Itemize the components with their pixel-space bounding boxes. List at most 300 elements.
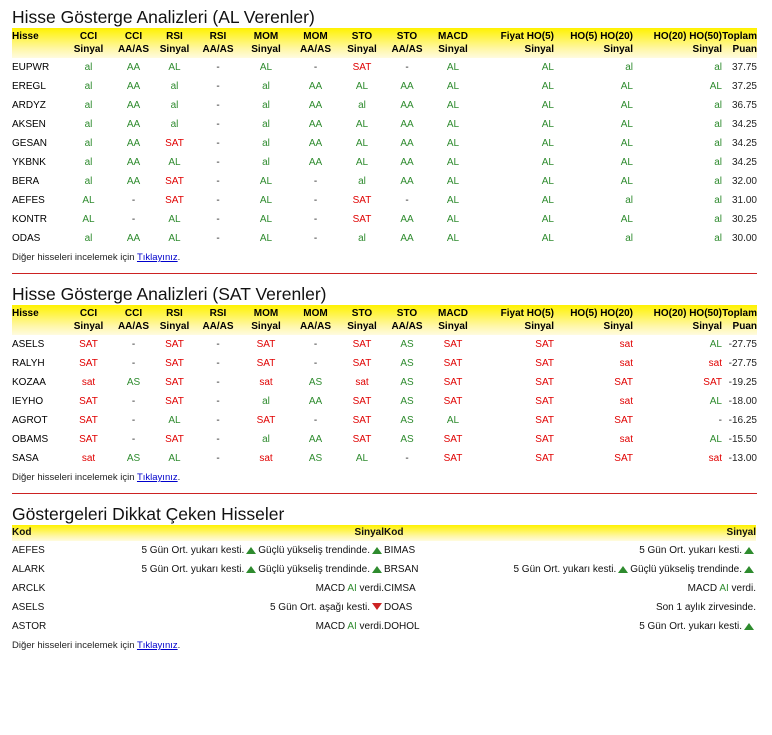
table-row[interactable] — [12, 392, 757, 411]
signal-cell: SAT — [352, 396, 372, 407]
al-more-link-row — [12, 251, 760, 265]
column-header-line2: Sinyal — [159, 321, 190, 332]
signal-cell: AL — [168, 415, 181, 426]
signal-cell: SAT — [165, 138, 184, 149]
signal-cell: AS — [400, 396, 414, 407]
more-link[interactable]: Tıklayınız — [136, 472, 178, 483]
column-header-line1: RSI — [166, 31, 183, 42]
signal-cell: al — [84, 176, 93, 187]
notable-row[interactable] — [384, 617, 756, 636]
signal-cell: AL — [259, 233, 273, 244]
signal-cell: AL — [82, 214, 95, 225]
signal-cell: - — [313, 358, 318, 369]
table-row[interactable] — [12, 210, 757, 229]
signal-cell: AS — [400, 339, 414, 350]
column-header-line2: AA/AS — [202, 44, 234, 55]
signal-cell: al — [84, 62, 93, 73]
signal-cell: AL — [541, 119, 554, 130]
column-header — [633, 305, 722, 335]
signal-cell: - — [131, 339, 136, 350]
column-header — [291, 28, 340, 58]
column-header — [722, 305, 757, 335]
signal-cell: SAT — [443, 358, 463, 369]
signal-cell: - — [313, 339, 318, 350]
signal-text — [688, 579, 756, 598]
signal-cell: AA — [126, 176, 141, 187]
column-header — [195, 28, 241, 58]
column-header-line1: STO — [396, 308, 418, 319]
signal-cell: AS — [400, 358, 414, 369]
table-row[interactable] — [12, 172, 757, 191]
signal-cell: - — [216, 157, 220, 168]
signal-cell: AL — [446, 195, 460, 206]
signal-cell: - — [216, 195, 220, 206]
column-header-line2: Sinyal — [692, 321, 722, 332]
stock-code[interactable]: YKBNK — [12, 157, 46, 168]
notable-more-link-row — [12, 639, 760, 653]
stock-code[interactable]: ARCLK — [12, 583, 46, 594]
signal-cell: AA — [308, 81, 323, 92]
stock-code[interactable]: AKSEN — [12, 119, 46, 130]
column-header-line1: MOM — [253, 308, 279, 319]
notable-header — [384, 525, 756, 541]
stock-code[interactable]: ASTOR — [12, 621, 47, 632]
total-score: -27.75 — [728, 358, 757, 369]
signal-cell: AL — [620, 176, 633, 187]
more-suffix: . — [177, 640, 181, 651]
column-header — [154, 305, 195, 335]
stock-code[interactable]: KOZAA — [12, 377, 46, 388]
stock-code[interactable]: GESAN — [12, 138, 48, 149]
signal-cell: SAT — [79, 415, 98, 426]
signal-cell: al — [170, 100, 179, 111]
column-header-line2: AA/AS — [202, 321, 234, 332]
stock-code[interactable]: ALARK — [12, 564, 45, 575]
sat-indicator-table — [12, 305, 757, 468]
more-link[interactable]: Tıklayınız — [136, 640, 178, 651]
column-header-line1: MACD — [438, 308, 468, 319]
column-header — [195, 305, 241, 335]
column-header-line2: AA/AS — [117, 321, 150, 332]
signal-cell: al — [358, 176, 366, 187]
column-header-line2: AA/AS — [391, 44, 423, 55]
column-header-line2: AA/AS — [299, 321, 332, 332]
total-score: 36.75 — [731, 100, 757, 111]
column-header — [291, 305, 340, 335]
signal-cell: AL — [541, 81, 554, 92]
signal-cell: - — [216, 415, 220, 426]
column-header-line2: Sinyal — [251, 44, 281, 55]
signal-cell: al — [262, 396, 270, 407]
signal-cell: - — [131, 195, 136, 206]
signal-text — [639, 617, 756, 636]
table-header-row — [12, 305, 757, 335]
total-score: 34.25 — [731, 119, 757, 130]
signal-cell: SAT — [165, 195, 184, 206]
notable-row[interactable] — [384, 560, 756, 579]
signal-cell: AL — [709, 81, 722, 92]
signal-cell: al — [358, 233, 366, 244]
signal-cell: SAT — [79, 339, 98, 350]
table-row[interactable] — [12, 115, 757, 134]
column-header-line2: Sinyal — [73, 321, 104, 332]
column-header — [241, 28, 291, 58]
signal-cell: - — [313, 62, 318, 73]
signal-cell: SAT — [165, 377, 184, 388]
table-row[interactable] — [12, 449, 757, 468]
column-header-line1: Fiyat HO(5) — [500, 308, 554, 319]
column-header-line2: AA/AS — [299, 44, 332, 55]
stock-code[interactable]: AEFES — [12, 195, 45, 206]
signal-cell: AL — [446, 233, 460, 244]
stock-code[interactable]: ARDYZ — [12, 100, 46, 111]
signal-cell: al — [714, 62, 722, 73]
signal-cell: - — [216, 233, 220, 244]
stock-code[interactable]: RALYH — [12, 358, 45, 369]
total-score: -15.50 — [728, 434, 757, 445]
column-header — [384, 28, 430, 58]
stock-code[interactable]: BRSAN — [384, 564, 419, 575]
signal-cell: AL — [168, 62, 181, 73]
signal-cell: sat — [355, 377, 369, 388]
signal-cell: AL — [259, 214, 273, 225]
signal-cell: SAT — [352, 214, 372, 225]
total-score: -13.00 — [728, 453, 757, 464]
al-indicator-table — [12, 28, 757, 248]
signal-cell: AL — [541, 195, 554, 206]
signal-cell: AL — [446, 214, 460, 225]
signal-cell: AL — [541, 157, 554, 168]
column-header-line1: Toplam — [722, 31, 757, 42]
signal-cell: AA — [308, 157, 323, 168]
signal-cell: AL — [259, 176, 273, 187]
column-header — [384, 305, 430, 335]
signal-cell: AS — [308, 453, 323, 464]
column-header-line2: Sinyal — [159, 44, 190, 55]
column-header-line2: Sinyal — [603, 44, 633, 55]
signal-part: verdi. — [356, 583, 384, 594]
signal-cell: AA — [308, 434, 323, 445]
signal-cell: AL — [709, 396, 722, 407]
stock-code[interactable]: IEYHO — [12, 396, 44, 407]
up-arrow-icon — [372, 547, 382, 554]
column-header-line2: Sinyal — [347, 44, 377, 55]
column-header — [430, 305, 476, 335]
signal-cell: al — [262, 138, 270, 149]
signal-cell: AA — [126, 62, 141, 73]
signal-cell: SAT — [165, 396, 184, 407]
signal-cell: AA — [126, 100, 141, 111]
signal-cell: AL — [620, 157, 633, 168]
column-header-line1: HO(20) HO(50) — [653, 31, 722, 42]
notable-section-title: Göstergeleri Dikkat Çeken Hisseler — [12, 504, 285, 524]
total-score: 30.00 — [731, 233, 757, 244]
notable-row[interactable] — [12, 598, 384, 617]
stock-code[interactable]: ODAS — [12, 233, 41, 244]
stock-code[interactable]: AGROT — [12, 415, 48, 426]
signal-text — [141, 560, 384, 579]
signal-cell: al — [262, 119, 270, 130]
signal-cell: AA — [400, 157, 414, 168]
signal-cell: AA — [126, 233, 141, 244]
column-header-line1: HO(5) HO(20) — [570, 308, 633, 319]
total-score: -18.00 — [728, 396, 757, 407]
signal-cell: SAT — [443, 453, 463, 464]
column-header — [633, 28, 722, 58]
signal-cell: SAT — [535, 396, 554, 407]
stock-code[interactable]: OBAMS — [12, 434, 49, 445]
table-row[interactable] — [12, 134, 757, 153]
up-arrow-icon — [744, 566, 754, 573]
ai-label: AI — [347, 583, 357, 594]
signal-cell: al — [84, 119, 93, 130]
signal-cell: SAT — [352, 415, 372, 426]
al-section-title: Hisse Gösterge Analizleri (AL Verenler) — [12, 7, 315, 27]
signal-cell: AA — [400, 233, 414, 244]
signal-cell: AS — [308, 377, 323, 388]
column-header-line1: RSI — [209, 308, 227, 319]
column-header — [113, 28, 154, 58]
signal-cell: - — [216, 138, 220, 149]
column-header — [154, 28, 195, 58]
column-header-line1: Hisse — [12, 31, 39, 42]
notable-row[interactable] — [12, 560, 384, 579]
signal-cell: AL — [446, 138, 460, 149]
more-link[interactable]: Tıklayınız — [136, 252, 178, 263]
column-header-line2: AA/AS — [117, 44, 150, 55]
signal-cell: - — [405, 453, 409, 464]
column-header-line1: Toplam — [722, 308, 757, 319]
notable-header — [12, 525, 384, 541]
signal-cell: AL — [620, 214, 633, 225]
table-row[interactable] — [12, 96, 757, 115]
signal-cell: AL — [446, 157, 460, 168]
signal-cell: AL — [446, 62, 460, 73]
signal-cell: SAT — [352, 358, 372, 369]
signal-cell: SAT — [614, 453, 633, 464]
signal-cell: AL — [709, 339, 722, 350]
column-header-line2: Sinyal — [438, 44, 468, 55]
signal-cell: AL — [355, 81, 369, 92]
signal-cell: AA — [400, 119, 414, 130]
signal-cell: - — [216, 176, 220, 187]
signal-cell: sat — [619, 434, 633, 445]
signal-cell: - — [313, 195, 318, 206]
down-arrow-icon — [372, 603, 382, 610]
signal-cell: AA — [400, 214, 414, 225]
signal-cell: AL — [620, 81, 633, 92]
signal-cell: SAT — [352, 62, 372, 73]
stock-code[interactable]: KONTR — [12, 214, 47, 225]
sat-section-title: Hisse Gösterge Analizleri (SAT Verenler) — [12, 284, 327, 304]
signal-part: 5 Gün Ort. aşağı kesti. — [269, 602, 370, 613]
table-row[interactable] — [12, 77, 757, 96]
signal-cell: - — [216, 100, 220, 111]
signal-cell: al — [714, 100, 722, 111]
signal-cell: AL — [620, 138, 633, 149]
signal-cell: SAT — [614, 415, 633, 426]
signal-cell: AL — [620, 100, 633, 111]
header-kod: Kod — [12, 527, 32, 538]
table-row[interactable] — [12, 153, 757, 172]
column-header-line2: Sinyal — [438, 321, 468, 332]
column-header-line2: Puan — [732, 44, 757, 55]
signal-cell: SAT — [614, 377, 633, 388]
column-header-line2: Sinyal — [524, 44, 554, 55]
signal-cell: al — [714, 157, 722, 168]
notable-table — [12, 525, 757, 636]
signal-cell: al — [625, 195, 633, 206]
signal-cell: AL — [355, 119, 369, 130]
stock-code[interactable]: EREGL — [12, 81, 46, 92]
signal-cell: SAT — [443, 377, 463, 388]
stock-code[interactable]: AEFES — [12, 545, 45, 556]
signal-part: 5 Gün Ort. yukarı kesti. — [141, 564, 245, 575]
column-header-line2: Sinyal — [603, 321, 633, 332]
signal-part: 5 Gün Ort. yukarı kesti. — [639, 545, 742, 556]
column-header-line2: Sinyal — [692, 44, 722, 55]
table-row[interactable] — [12, 430, 757, 449]
column-header-line2: Puan — [732, 321, 757, 332]
signal-cell: sat — [81, 377, 96, 388]
notable-row[interactable] — [384, 541, 756, 560]
signal-cell: SAT — [256, 415, 276, 426]
signal-cell: AL — [446, 119, 460, 130]
stock-code[interactable]: DOHOL — [384, 621, 420, 632]
signal-cell: al — [625, 233, 633, 244]
column-header-line1: RSI — [209, 31, 227, 42]
notable-row[interactable] — [12, 541, 384, 560]
signal-cell: SAT — [443, 396, 463, 407]
signal-cell: AL — [168, 453, 181, 464]
column-header-line1: Fiyat HO(5) — [500, 31, 554, 42]
stock-code[interactable]: ASELS — [12, 602, 45, 613]
stock-code[interactable]: DOAS — [384, 602, 413, 613]
signal-cell: AL — [168, 233, 181, 244]
stock-code[interactable]: ASELS — [12, 339, 45, 350]
total-score: -27.75 — [728, 339, 757, 350]
notable-right-column — [384, 525, 756, 636]
signal-cell: AA — [126, 119, 141, 130]
signal-cell: al — [84, 81, 93, 92]
notable-row[interactable] — [384, 579, 756, 598]
column-header-line2: Sinyal — [524, 321, 554, 332]
total-score: 37.25 — [731, 81, 757, 92]
signal-cell: SAT — [165, 339, 184, 350]
signal-cell: al — [84, 233, 93, 244]
signal-cell: SAT — [535, 415, 554, 426]
notable-row[interactable] — [384, 598, 756, 617]
signal-text — [316, 579, 384, 598]
table-row[interactable] — [12, 354, 757, 373]
total-score: 30.25 — [731, 214, 757, 225]
signal-part: Güçlü yükseliş trendinde. — [630, 564, 742, 575]
up-arrow-icon — [372, 566, 382, 573]
total-score: 32.00 — [731, 176, 757, 187]
table-header-row — [12, 28, 757, 58]
stock-code[interactable]: BIMAS — [384, 545, 416, 556]
signal-cell: SAT — [535, 358, 554, 369]
signal-cell: SAT — [165, 434, 184, 445]
stock-code[interactable]: CIMSA — [384, 583, 416, 594]
stock-code[interactable]: EUPWR — [12, 62, 50, 73]
signal-cell: al — [625, 62, 633, 73]
column-header-line1: CCI — [79, 31, 98, 42]
signal-text — [270, 598, 384, 617]
signal-cell: - — [131, 415, 136, 426]
column-header-line1: RSI — [166, 308, 183, 319]
signal-cell: sat — [81, 453, 96, 464]
signal-cell: al — [714, 176, 722, 187]
table-row[interactable] — [12, 58, 757, 77]
signal-cell: al — [358, 100, 366, 111]
signal-cell: al — [262, 434, 270, 445]
sat-more-link-row — [12, 471, 760, 485]
signal-part: 5 Gün Ort. yukarı kesti. — [141, 545, 245, 556]
signal-cell: AL — [168, 214, 181, 225]
signal-cell: SAT — [79, 434, 98, 445]
signal-text — [656, 598, 756, 617]
signal-cell: SAT — [535, 339, 554, 350]
signal-cell: AL — [541, 100, 554, 111]
signal-cell: AA — [126, 157, 141, 168]
table-row[interactable] — [12, 229, 757, 248]
signal-cell: AA — [400, 176, 414, 187]
signal-cell: - — [216, 119, 220, 130]
signal-cell: - — [313, 176, 318, 187]
signal-cell: - — [131, 396, 136, 407]
signal-cell: sat — [619, 396, 633, 407]
column-header-line2: Sinyal — [347, 321, 377, 332]
more-text: Diğer hisseleri incelemek için — [12, 472, 137, 483]
signal-cell: sat — [619, 339, 633, 350]
column-header-line2: Sinyal — [73, 44, 104, 55]
more-text: Diğer hisseleri incelemek için — [12, 640, 137, 651]
column-header-line2: Sinyal — [251, 321, 281, 332]
column-header — [340, 305, 384, 335]
signal-cell: AL — [446, 81, 460, 92]
signal-cell: AL — [709, 434, 722, 445]
column-header — [554, 28, 633, 58]
section-divider — [12, 493, 757, 494]
signal-part: 5 Gün Ort. yukarı kesti. — [513, 564, 617, 575]
signal-cell: sat — [708, 453, 722, 464]
column-header-line1: Hisse — [12, 308, 39, 319]
signal-cell: AL — [446, 100, 460, 111]
stock-code[interactable]: SASA — [12, 453, 39, 464]
stock-code[interactable]: BERA — [12, 176, 40, 187]
table-row[interactable] — [12, 373, 757, 392]
signal-cell: AA — [400, 81, 414, 92]
column-header — [12, 28, 64, 58]
notable-row[interactable] — [12, 579, 384, 598]
signal-cell: SAT — [703, 377, 722, 388]
table-row[interactable] — [12, 191, 757, 210]
notable-row[interactable] — [12, 617, 384, 636]
column-header-line1: MACD — [438, 31, 468, 42]
signal-cell: SAT — [256, 339, 276, 350]
signal-cell: AS — [400, 434, 414, 445]
signal-cell: - — [131, 358, 136, 369]
table-row[interactable] — [12, 335, 757, 354]
signal-cell: AL — [446, 415, 460, 426]
column-header — [12, 305, 64, 335]
table-row[interactable] — [12, 411, 757, 430]
signal-cell: SAT — [352, 339, 372, 350]
total-score: 34.25 — [731, 157, 757, 168]
signal-cell: al — [714, 119, 722, 130]
signal-cell: AL — [355, 157, 369, 168]
